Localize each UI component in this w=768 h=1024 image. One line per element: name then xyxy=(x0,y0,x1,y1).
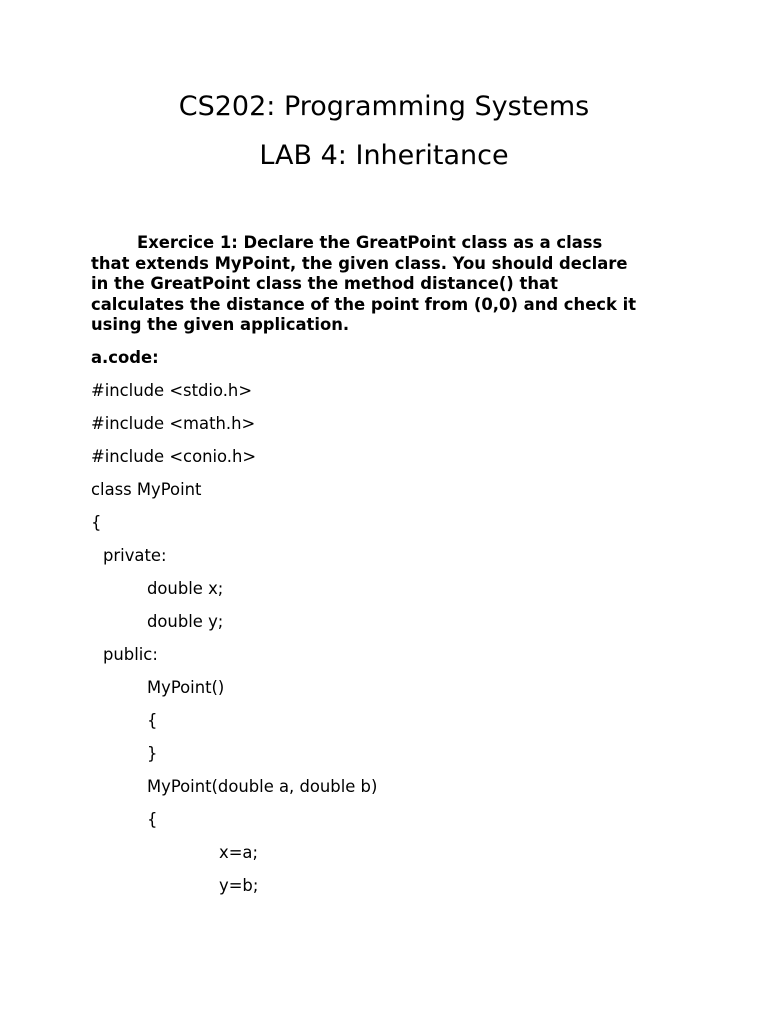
code-label: a.code: xyxy=(91,348,159,367)
code-line: MyPoint() xyxy=(147,678,225,697)
code-line: { xyxy=(91,513,102,532)
code-line: public: xyxy=(103,645,158,664)
exercise-line: that extends MyPoint, the given class. You should declare xyxy=(91,253,628,273)
code-line: double x; xyxy=(147,579,224,598)
code-line: #include <math.h> xyxy=(91,414,256,433)
code-line: private: xyxy=(103,546,167,565)
code-line: MyPoint(double a, double b) xyxy=(147,777,378,796)
lab-title: LAB 4: Inheritance xyxy=(259,140,509,171)
code-line: x=a; xyxy=(219,843,258,862)
code-line: #include <stdio.h> xyxy=(91,381,253,400)
exercise-line: calculates the distance of the point from (0,0) and check it xyxy=(91,294,637,314)
exercise-line: in the GreatPoint class the method distance() that xyxy=(91,274,558,294)
code-line: } xyxy=(147,744,158,763)
course-title: CS202: Programming Systems xyxy=(178,91,590,122)
code-line: double y; xyxy=(147,612,224,631)
exercise-line: using the given application. xyxy=(91,315,350,335)
code-line: class MyPoint xyxy=(91,480,202,499)
code-line: y=b; xyxy=(219,876,259,895)
exercise-1-paragraph xyxy=(91,233,691,336)
exercise-line: Exercice 1: Declare the GreatPoint class as a class xyxy=(137,233,603,252)
code-line: { xyxy=(147,711,158,730)
code-line: { xyxy=(147,810,158,829)
code-line: #include <conio.h> xyxy=(91,447,257,466)
